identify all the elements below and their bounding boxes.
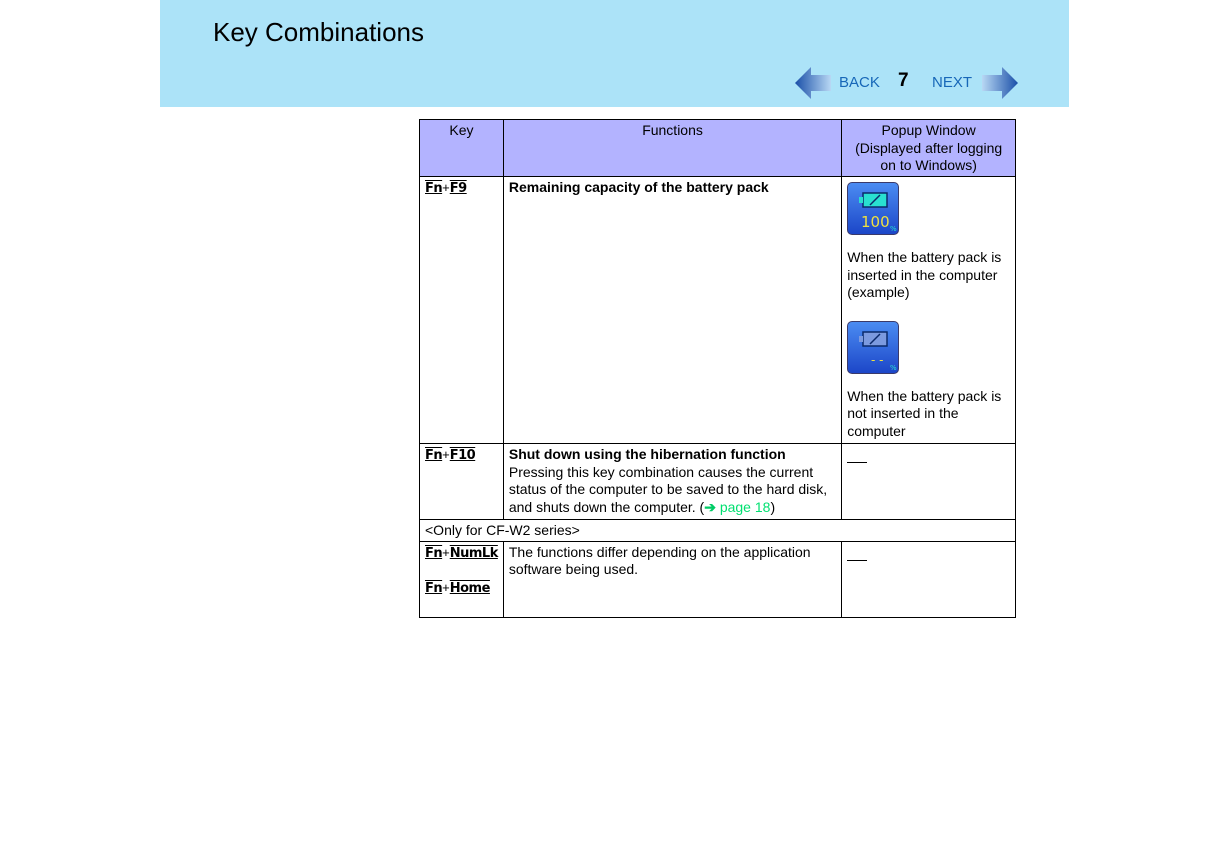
key-fn: Fn [425, 581, 443, 596]
plus-sign: + [442, 180, 450, 195]
page-link[interactable]: page 18 [719, 498, 771, 515]
popup-cell [842, 541, 1016, 617]
function-title: Remaining capacity of the battery pack [508, 179, 769, 195]
key-combinations-table [419, 119, 1016, 618]
empty-dash [847, 462, 867, 463]
column-header-popup: Popup Window (Displayed after logging on to Windows) [842, 120, 1016, 177]
plus-sign: + [442, 447, 450, 462]
key-cell [420, 444, 504, 520]
battery-empty-text: - - [871, 352, 884, 367]
section-row [420, 520, 1016, 542]
popup-caption: When the battery pack is inserted in the computer (example) [847, 249, 1002, 300]
next-label: NEXT [932, 74, 973, 91]
column-header-key: Key [420, 120, 504, 177]
next-button[interactable] [930, 66, 1018, 100]
plus-sign: + [442, 544, 450, 560]
key-f10: F10 [449, 448, 476, 463]
section-label: <Only for CF-W2 series> [420, 520, 1016, 542]
function-suffix: ) [770, 498, 776, 515]
svg-text:%: % [890, 363, 897, 372]
key-cell [420, 177, 504, 444]
battery-full-icon [847, 182, 899, 235]
next-arrow-icon [982, 66, 1018, 100]
key-numlk: NumLk [449, 545, 498, 561]
popup-cell [842, 177, 1016, 444]
function-description: Pressing this key combination causes the current status of the computer to be saved to the hard disk, and shuts down the computer. ( [508, 463, 828, 515]
key-fn: Fn [425, 181, 443, 196]
popup-cell [842, 444, 1016, 520]
arrow-icon: ➔ [704, 498, 716, 515]
table-row [420, 541, 1016, 617]
column-header-functions: Functions [503, 120, 841, 177]
empty-dash [847, 560, 867, 561]
page-title: Key Combinations [213, 17, 424, 47]
page-header [160, 0, 1069, 107]
key-fn: Fn [425, 545, 443, 561]
key-f9: F9 [449, 181, 467, 196]
key-home: Home [449, 581, 490, 596]
svg-text:%: % [890, 225, 897, 233]
function-description: The functions differ depending on the application software being used. [508, 543, 811, 577]
function-cell [503, 541, 841, 617]
back-button[interactable] [795, 66, 887, 100]
table-header-row [420, 120, 1016, 177]
page-number: 7 [898, 70, 909, 91]
table-row [420, 444, 1016, 520]
battery-missing-icon [847, 321, 899, 374]
key-cell [420, 541, 504, 617]
battery-percent-text: 100 [861, 213, 890, 231]
back-label: BACK [839, 74, 880, 91]
plus-sign: + [442, 580, 450, 595]
function-cell [503, 444, 841, 520]
back-arrow-icon [795, 66, 831, 100]
key-fn: Fn [425, 448, 443, 463]
popup-caption: When the battery pack is not inserted in the computer [847, 387, 1002, 439]
table-row [420, 177, 1016, 444]
function-cell [503, 177, 841, 444]
function-title: Shut down using the hibernation function [508, 446, 786, 462]
